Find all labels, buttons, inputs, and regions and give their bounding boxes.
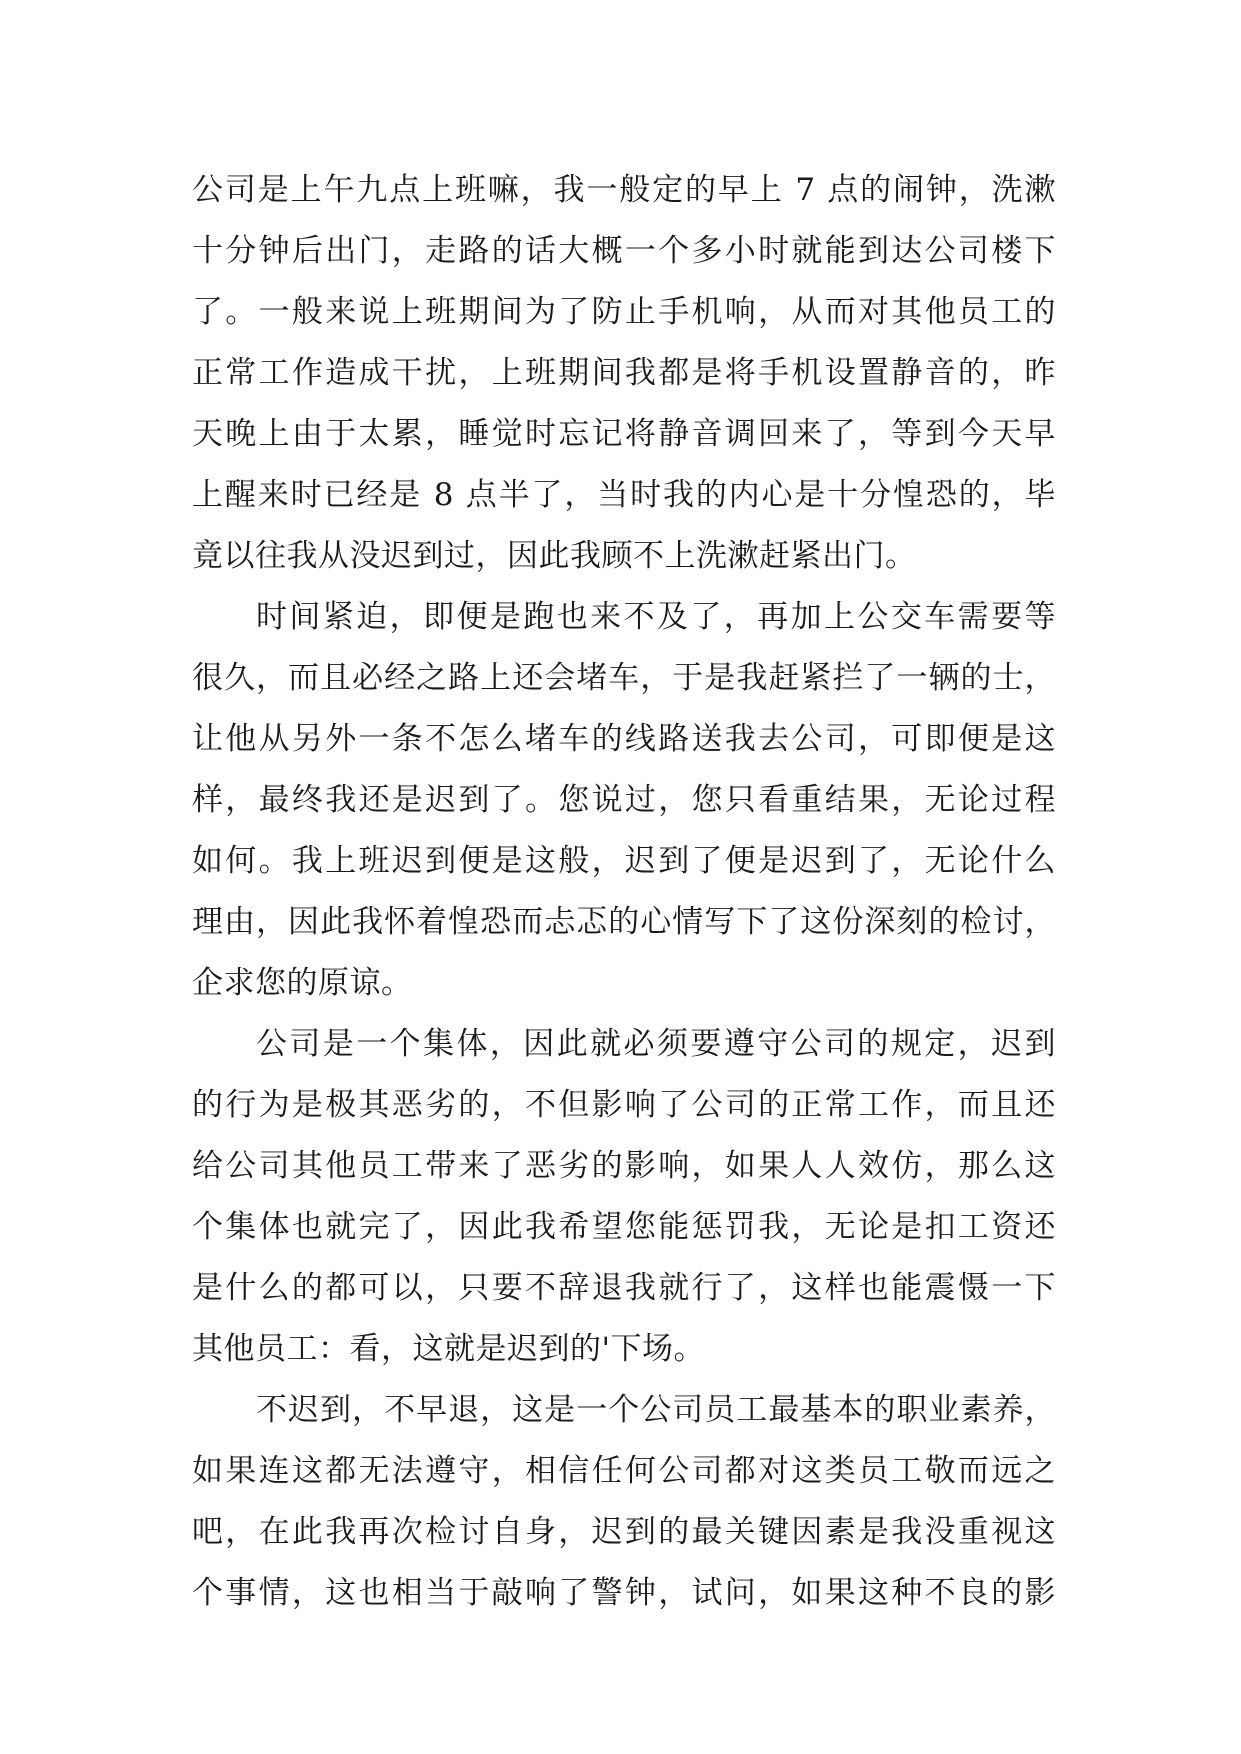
text-line: 公司是上午九点上班嘛，我一般定的早上 7 点的闹钟，洗漱 — [192, 172, 1056, 208]
text-line: 正常工作造成干扰，上班期间我都是将手机设置静音的，昨 — [192, 355, 1056, 391]
text-line: 上醒来时已经是 8 点半了，当时我的内心是十分惶恐的，毕 — [192, 477, 1056, 513]
text-line: 很久，而且必经之路上还会堵车，于是我赶紧拦了一辆的士， — [192, 660, 1056, 696]
text-line: 天晚上由于太累，睡觉时忘记将静音调回来了，等到今天早 — [192, 416, 1056, 452]
text-line: 给公司其他员工带来了恶劣的影响，如果人人效仿，那么这 — [192, 1148, 1056, 1184]
text-line: 了。一般来说上班期间为了防止手机响，从而对其他员工的 — [192, 294, 1056, 330]
text-line: 如果连这都无法遵守，相信任何公司都对这类员工敬而远之 — [192, 1453, 1056, 1489]
text-line: 吧，在此我再次检讨自身，迟到的最关键因素是我没重视这 — [192, 1514, 1056, 1550]
text-line: 如何。我上班迟到便是这般，迟到了便是迟到了，无论什么 — [192, 843, 1056, 879]
text-line: 时间紧迫，即便是跑也来不及了，再加上公交车需要等 — [256, 599, 1056, 635]
body-text — [192, 160, 1056, 1624]
text-line: 其他员工：看，这就是迟到的'下场。 — [192, 1331, 706, 1367]
text-line: 竟以往我从没迟到过，因此我顾不上洗漱赶紧出门。 — [192, 538, 917, 574]
text-line: 理由，因此我怀着惶恐而忐忑的心情写下了这份深刻的检讨， — [192, 904, 1056, 940]
text-line: 不迟到，不早退，这是一个公司员工最基本的职业素养， — [256, 1392, 1056, 1428]
text-line: 个集体也就完了，因此我希望您能惩罚我，无论是扣工资还 — [192, 1209, 1056, 1245]
text-line: 个事情，这也相当于敲响了警钟，试问，如果这种不良的影 — [192, 1575, 1056, 1611]
text-line: 十分钟后出门，走路的话大概一个多小时就能到达公司楼下 — [192, 233, 1056, 269]
text-line: 公司是一个集体，因此就必须要遵守公司的规定，迟到 — [256, 1026, 1056, 1062]
text-line: 让他从另外一条不怎么堵车的线路送我去公司，可即便是这 — [192, 721, 1056, 757]
text-line: 样，最终我还是迟到了。您说过，您只看重结果，无论过程 — [192, 782, 1056, 818]
text-line: 企求您的原谅。 — [192, 965, 413, 1001]
text-line: 的行为是极其恶劣的，不但影响了公司的正常工作，而且还 — [192, 1087, 1056, 1123]
text-line: 是什么的都可以，只要不辞退我就行了，这样也能震慑一下 — [192, 1270, 1056, 1306]
